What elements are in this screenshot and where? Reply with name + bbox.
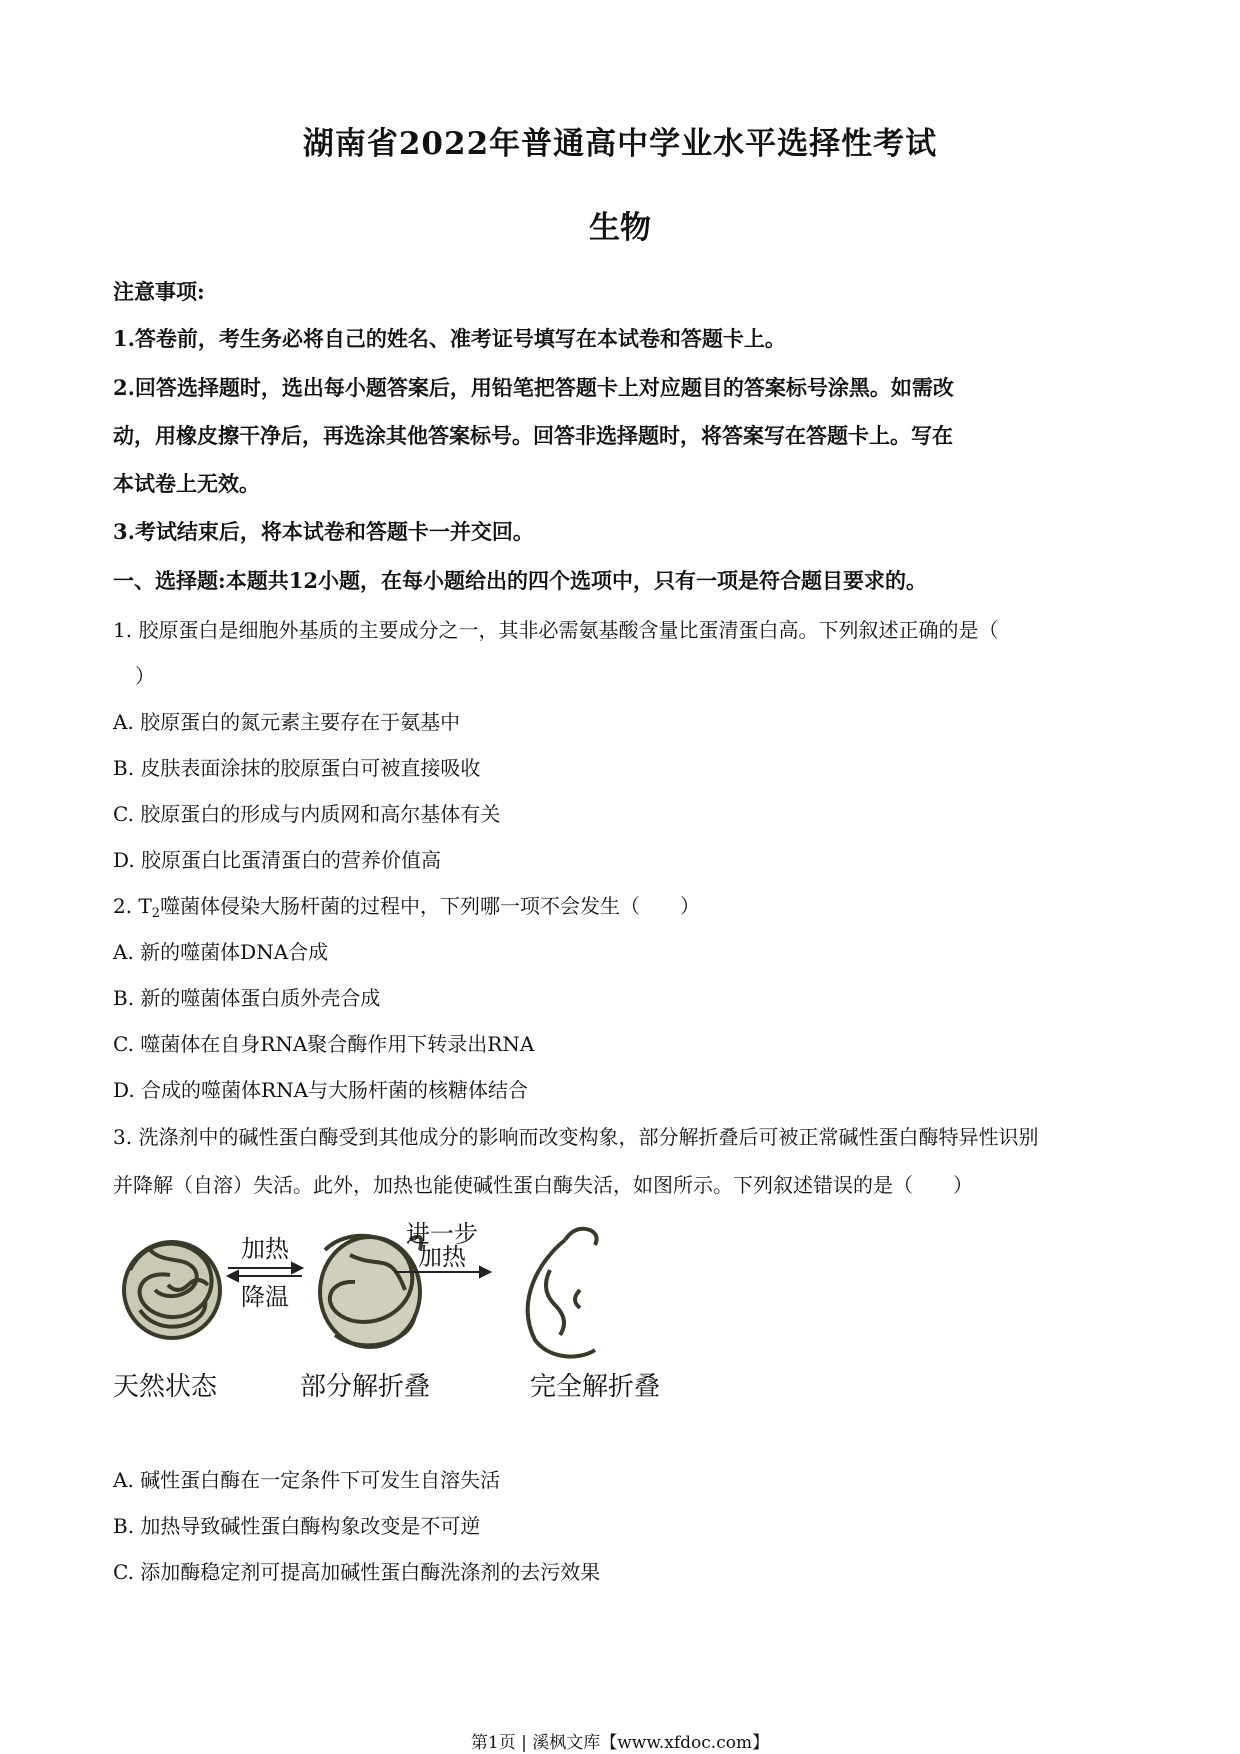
question-1-option-b: B. 皮肤表面涂抹的胶原蛋白可被直接吸收 bbox=[113, 756, 481, 780]
question-3-option-a: A. 碱性蛋白酶在一定条件下可发生自溶失活 bbox=[113, 1468, 501, 1492]
question-3-option-c: C. 添加酶稳定剂可提高加碱性蛋白酶洗涤剂的去污效果 bbox=[113, 1560, 601, 1584]
exam-title: 湖南省2022年普通高中学业水平选择性考试 bbox=[302, 126, 938, 162]
section-heading: 一、选择题:本题共12小题，在每小题给出的四个选项中，只有一项是符合题目要求的。 bbox=[113, 568, 927, 593]
arrow-1-top-label: 加热 bbox=[241, 1236, 289, 1263]
notice-item-3: 3.考试结束后，将本试卷和答题卡一并交回。 bbox=[113, 519, 534, 544]
notice-heading: 注意事项: bbox=[113, 279, 205, 304]
native-state-label: 天然状态 bbox=[112, 1371, 218, 1401]
arrow-2-top-label: 进一步 bbox=[406, 1221, 478, 1248]
partially-unfolded-protein-icon bbox=[320, 1236, 421, 1347]
fully-unfolded-label: 完全解折叠 bbox=[529, 1371, 661, 1401]
page-footer: 第1页 | 溪枫文库【www.xfdoc.com】 bbox=[470, 1733, 770, 1753]
question-2-option-c: C. 噬菌体在自身RNA聚合酶作用下转录出RNA bbox=[113, 1032, 535, 1056]
question-2-stem bbox=[113, 890, 1133, 921]
arrow-1-bottom-label: 降温 bbox=[241, 1284, 289, 1311]
notice-item-1: 1.答卷前，考生务必将自己的姓名、准考证号填写在本试卷和答题卡上。 bbox=[113, 326, 786, 351]
notice-item-2-line-1: 2.回答选择题时，选出每小题答案后，用铅笔把答题卡上对应题目的答案标号涂黑。如需改 bbox=[113, 375, 954, 400]
question-2-stem-rest: 噬菌体侵染大肠杆菌的过程中，下列哪一项不会发生（ ） bbox=[160, 894, 701, 918]
notice-item-2-line-3: 本试卷上无效。 bbox=[113, 471, 260, 496]
question-1-option-d: D. 胶原蛋白比蛋清蛋白的营养价值高 bbox=[113, 848, 442, 872]
notice-item-2-line-2: 动，用橡皮擦干净后，再选涂其他答案标号。回答非选择题时，将答案写在答题卡上。写在 bbox=[113, 423, 953, 448]
question-3-stem-line-2: 并降解（自溶）失活。此外，加热也能使碱性蛋白酶失活，如图所示。下列叙述错误的是（ ） bbox=[113, 1173, 973, 1197]
arrow-2-bottom-label: 加热 bbox=[418, 1244, 466, 1271]
question-2-stem-prefix: 2. T bbox=[113, 894, 152, 918]
protein-folding-figure bbox=[110, 1210, 680, 1420]
subject-title: 生物 bbox=[589, 210, 651, 246]
partially-unfolded-label: 部分解折叠 bbox=[299, 1371, 431, 1401]
question-1-option-c: C. 胶原蛋白的形成与内质网和高尔基体有关 bbox=[113, 802, 501, 826]
question-1-option-a: A. 胶原蛋白的氮元素主要存在于氨基中 bbox=[113, 710, 461, 734]
fully-unfolded-protein-icon bbox=[528, 1229, 597, 1357]
question-2-option-d: D. 合成的噬菌体RNA与大肠杆菌的核糖体结合 bbox=[113, 1078, 529, 1102]
question-2-option-b: B. 新的噬菌体蛋白质外壳合成 bbox=[113, 986, 381, 1010]
question-3-stem-line-1: 3. 洗涤剂中的碱性蛋白酶受到其他成分的影响而改变构象，部分解折叠后可被正常碱性蛋白酶特异性识别 bbox=[113, 1125, 1039, 1149]
question-1-stem-line-1: 1. 胶原蛋白是细胞外基质的主要成分之一，其非必需氨基酸含量比蛋清蛋白高。下列叙述正确的是（ bbox=[113, 618, 999, 642]
question-2-option-a: A. 新的噬菌体DNA合成 bbox=[113, 940, 329, 964]
native-state-protein-icon bbox=[124, 1242, 220, 1338]
question-1-stem-line-2: ） bbox=[135, 664, 155, 688]
heat-cool-double-arrow-icon bbox=[228, 1263, 302, 1281]
question-3-option-b: B. 加热导致碱性蛋白酶构象改变是不可逆 bbox=[113, 1514, 481, 1538]
question-2-stem-subscript: 2 bbox=[151, 906, 161, 921]
